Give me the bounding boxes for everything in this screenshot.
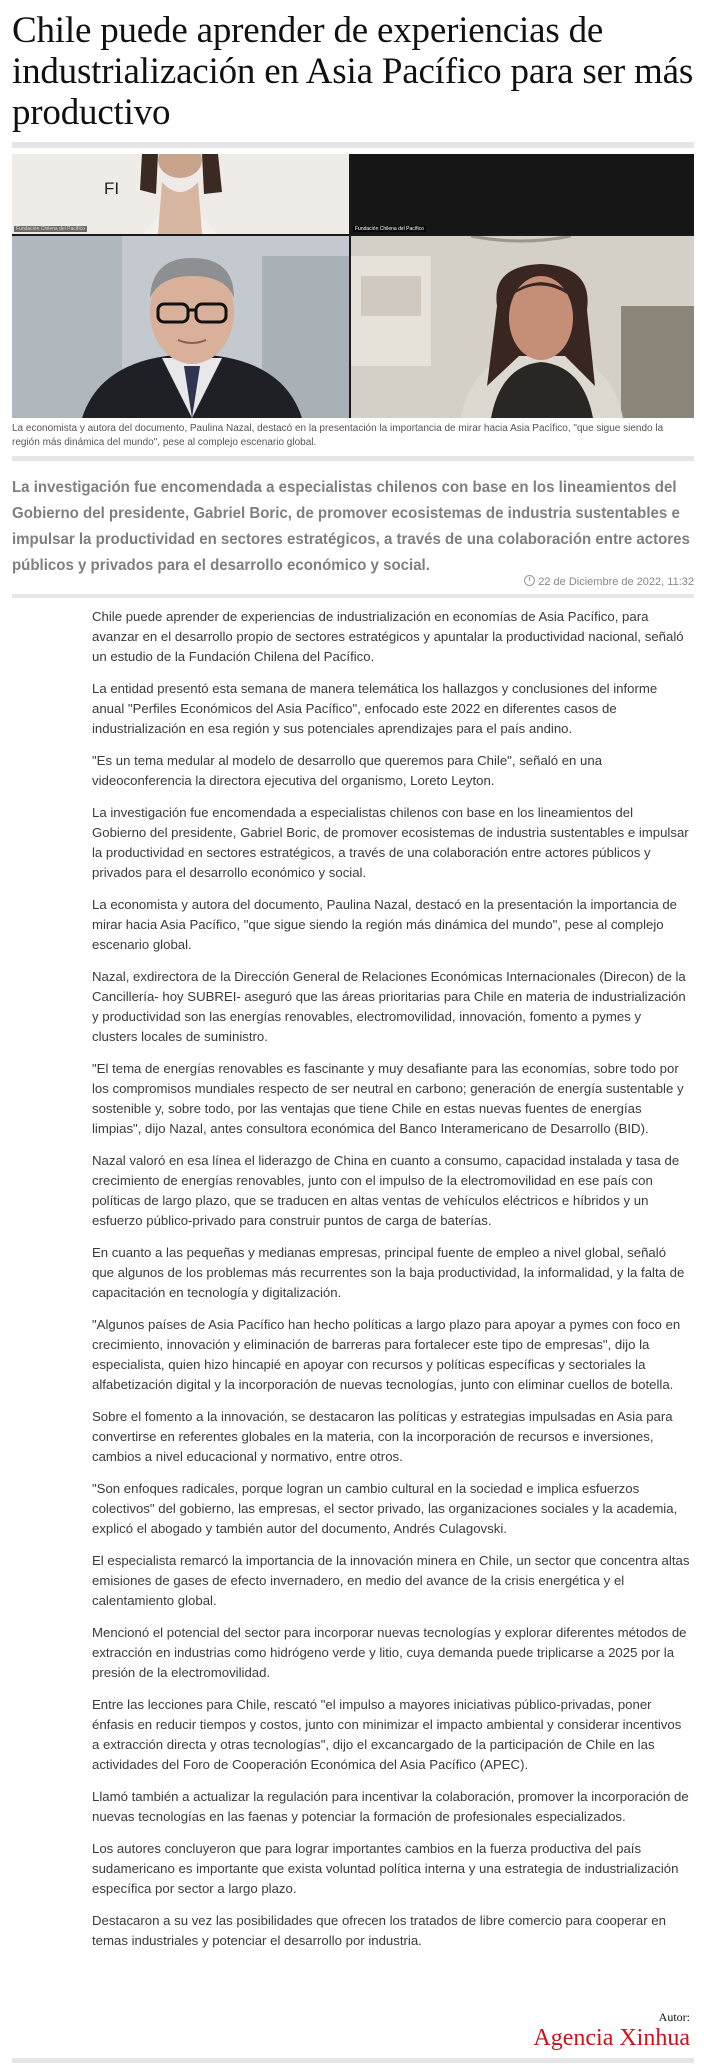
footer-divider (12, 2058, 694, 2063)
article-body (92, 607, 690, 1963)
video-tile-bottom-left (12, 236, 349, 418)
author-label: Autor: (658, 2010, 690, 2024)
body-paragraph: El especialista remarcó la importancia de la innovación minera en Chile, un sector que concentra altas emisiones de gases de efecto invernadero, en medio del avance de la crisis energética y el calentamiento global. (92, 1553, 690, 1608)
video-tile-top-left (12, 154, 349, 234)
body-paragraph: Entre las lecciones para Chile, rescató "el impulso a mayores iniciativas público-privadas, poner énfasis en reducir tiempos y costos, junto con minimizar el impacto ambiental y considerar incentivos a extracción directa y otras tecnologías", dijo el excancargado de la participación de Chile en las actividades del Foro de Cooperación Económica del Asia Pacífico (APEC). (92, 1697, 682, 1772)
body-paragraph: Mencionó el potencial del sector para incorporar nuevas tecnologías y explorar diferentes métodos de extracción en industrias como hidrógeno verde y litio, cuya demanda puede triplicarse a 2025 por la presión de la electromovilidad. (92, 1625, 687, 1680)
body-paragraph: Llamó también a actualizar la regulación para incentivar la colaboración, promover la incorporación de nuevas tecnologías en las faenas y potenciar la formación de profesionales especializados. (92, 1789, 689, 1824)
body-paragraph: Sobre el fomento a la innovación, se destacaron las políticas y estrategias impulsadas en Asia para convertirse en referentes globales en la materia, con la incorporación de recursos e inversiones, cambios a nivel educacional y normativo, entre otros. (92, 1409, 673, 1464)
author-block (533, 2010, 690, 2051)
tile-label: Fundación Chilena del Pacífico (16, 226, 85, 232)
body-paragraph: "Es un tema medular al modelo de desarrollo que queremos para Chile", señaló en una videoconferencia la directora ejecutiva del organismo, Loreto Leyton. (92, 753, 603, 788)
body-paragraph: La entidad presentó esta semana de manera telemática los hallazgos y conclusiones del informe anual "Perfiles Económicos del Asia Pacífico", enfocado este 2022 en diferentes casos de industrialización en esa región y sus potenciales aprendizajes para el país andino. (92, 681, 658, 736)
body-paragraph: "Son enfoques radicales, porque logran un cambio cultural en la sociedad e implica esfuerzos colectivos" del gobierno, las empresas, el sector privado, las organizaciones sociales y la academia, explicó el abogado y también autor del documento, Andrés Culagovski. (92, 1481, 678, 1536)
video-tile-bottom-right (351, 236, 694, 418)
man-portrait-icon (12, 236, 349, 418)
article-title: Chile puede aprender de experiencias de industrialización en Asia Pacífico para ser más productivo (12, 10, 694, 133)
body-paragraph: "Algunos países de Asia Pacífico han hecho políticas a largo plazo para apoyar a pymes con foco en crecimiento, innovación y eliminación de barreras para fortalecer este tipo de empresas", dijo la especialista, quien hizo hincapié en apoyar con recursos y políticas específicas y sectoriales la alfabetización digital y la incorporación de nuevas tecnologías, junto con eliminar cuellos de botella. (92, 1317, 681, 1392)
author-name[interactable]: Agencia Xinhua (533, 2025, 690, 2051)
tile-label: Fundación Chilena del Pacífico (355, 226, 424, 232)
body-paragraph: La economista y autora del documento, Paulina Nazal, destacó en la presentación la importancia de mirar hacia Asia Pacífico, "que sigue siendo la región más dinámica del mundo", pese al complejo escenario global. (92, 897, 678, 952)
caption-divider (12, 456, 694, 461)
title-divider (12, 142, 694, 148)
body-paragraph: Nazal, exdirectora de la Dirección General de Relaciones Económicas Internacionales (Direcon) de la Cancillería- hoy SUBREI- aseguró que las áreas prioritarias para Chile en materia de industrialización y productividad son las energías renovables, electromovilidad, innovación, fomento a pymes y clusters locales de suministro. (92, 969, 686, 1044)
publish-date-text: 22 de Diciembre de 2022, 11:32 (538, 576, 694, 588)
body-paragraph: Destacaron a su vez las posibilidades que ofrecen los tratados de libre comercio para cooperar en temas industriales y potenciar el desarrollo por industria. (92, 1913, 666, 1948)
article-photo (12, 154, 694, 418)
clock-icon (524, 575, 535, 586)
body-paragraph: Los autores concluyeron que para lograr importantes cambios en la fuerza productiva del país sudamericano es importante que exista voluntad política interna y una estrategia de industrialización específica por sector a largo plazo. (92, 1841, 679, 1896)
body-paragraph: Nazal valoró en esa línea el liderazgo de China en cuanto a consumo, capacidad instalada y tasa de crecimiento de energías renovables, junto con el impulso de la electromovilidad en ese país con políticas de largo plazo, que se traducen en altas ventas de vehículos eléctricos e híbridos y un esfuerzo público-privado para construir puntos de carga de baterías. (92, 1153, 680, 1228)
lead-divider (12, 594, 694, 598)
partial-sign-text: FI (104, 179, 120, 198)
person-silhouette-icon (12, 154, 349, 234)
body-paragraph: En cuanto a las pequeñas y medianas empresas, principal fuente de empleo a nivel global, señaló que algunos de los problemas más recurrentes son la baja productividad, la informalidad, y la falta de capacitación en tecnología y digitalización. (92, 1245, 685, 1300)
video-tile-top-right (351, 154, 694, 234)
article-lead: La investigación fue encomendada a especialistas chilenos con base en los lineamientos del Gobierno del presidente, Gabriel Boric, de promover ecosistemas de industria sustentables e impulsar la productividad en sectores estratégicos, a través de una colaboración entre actores públicos y privados para el desarrollo económico y social. (12, 479, 690, 574)
body-paragraph: "El tema de energías renovables es fascinante y muy desafiante para las economías, sobre todo por los compromisos mundiales respecto de ser neutral en carbono; generación de energía sustentable y sostenible y, sobre todo, por las ventajas que tiene Chile en estas nuevas fuentes de energías limpias", dijo Nazal, antes consultora económica del Banco Interamericano de Desarrollo (BID). (92, 1061, 684, 1136)
woman-portrait-icon (351, 236, 694, 418)
body-paragraph: La investigación fue encomendada a especialistas chilenos con base en los lineamientos del Gobierno del presidente, Gabriel Boric, de promover ecosistemas de industria sustentables e impulsar la productividad en sectores estratégicos, a través de una colaboración entre actores públicos y privados para el desarrollo económico y social. (92, 805, 689, 880)
body-paragraph: Chile puede aprender de experiencias de industrialización en economías de Asia Pacífico, para avanzar en el desarrollo propio de sectores estratégicos y apuntalar la productividad nacional, señaló un estudio de la Fundación Chilena del Pacífico. (92, 609, 684, 664)
photo-caption: La economista y autora del documento, Paulina Nazal, destacó en la presentación la importancia de mirar hacia Asia Pacífico, "que sigue siendo la región más dinámica del mundo", pese al complejo escenario global. (12, 423, 664, 448)
